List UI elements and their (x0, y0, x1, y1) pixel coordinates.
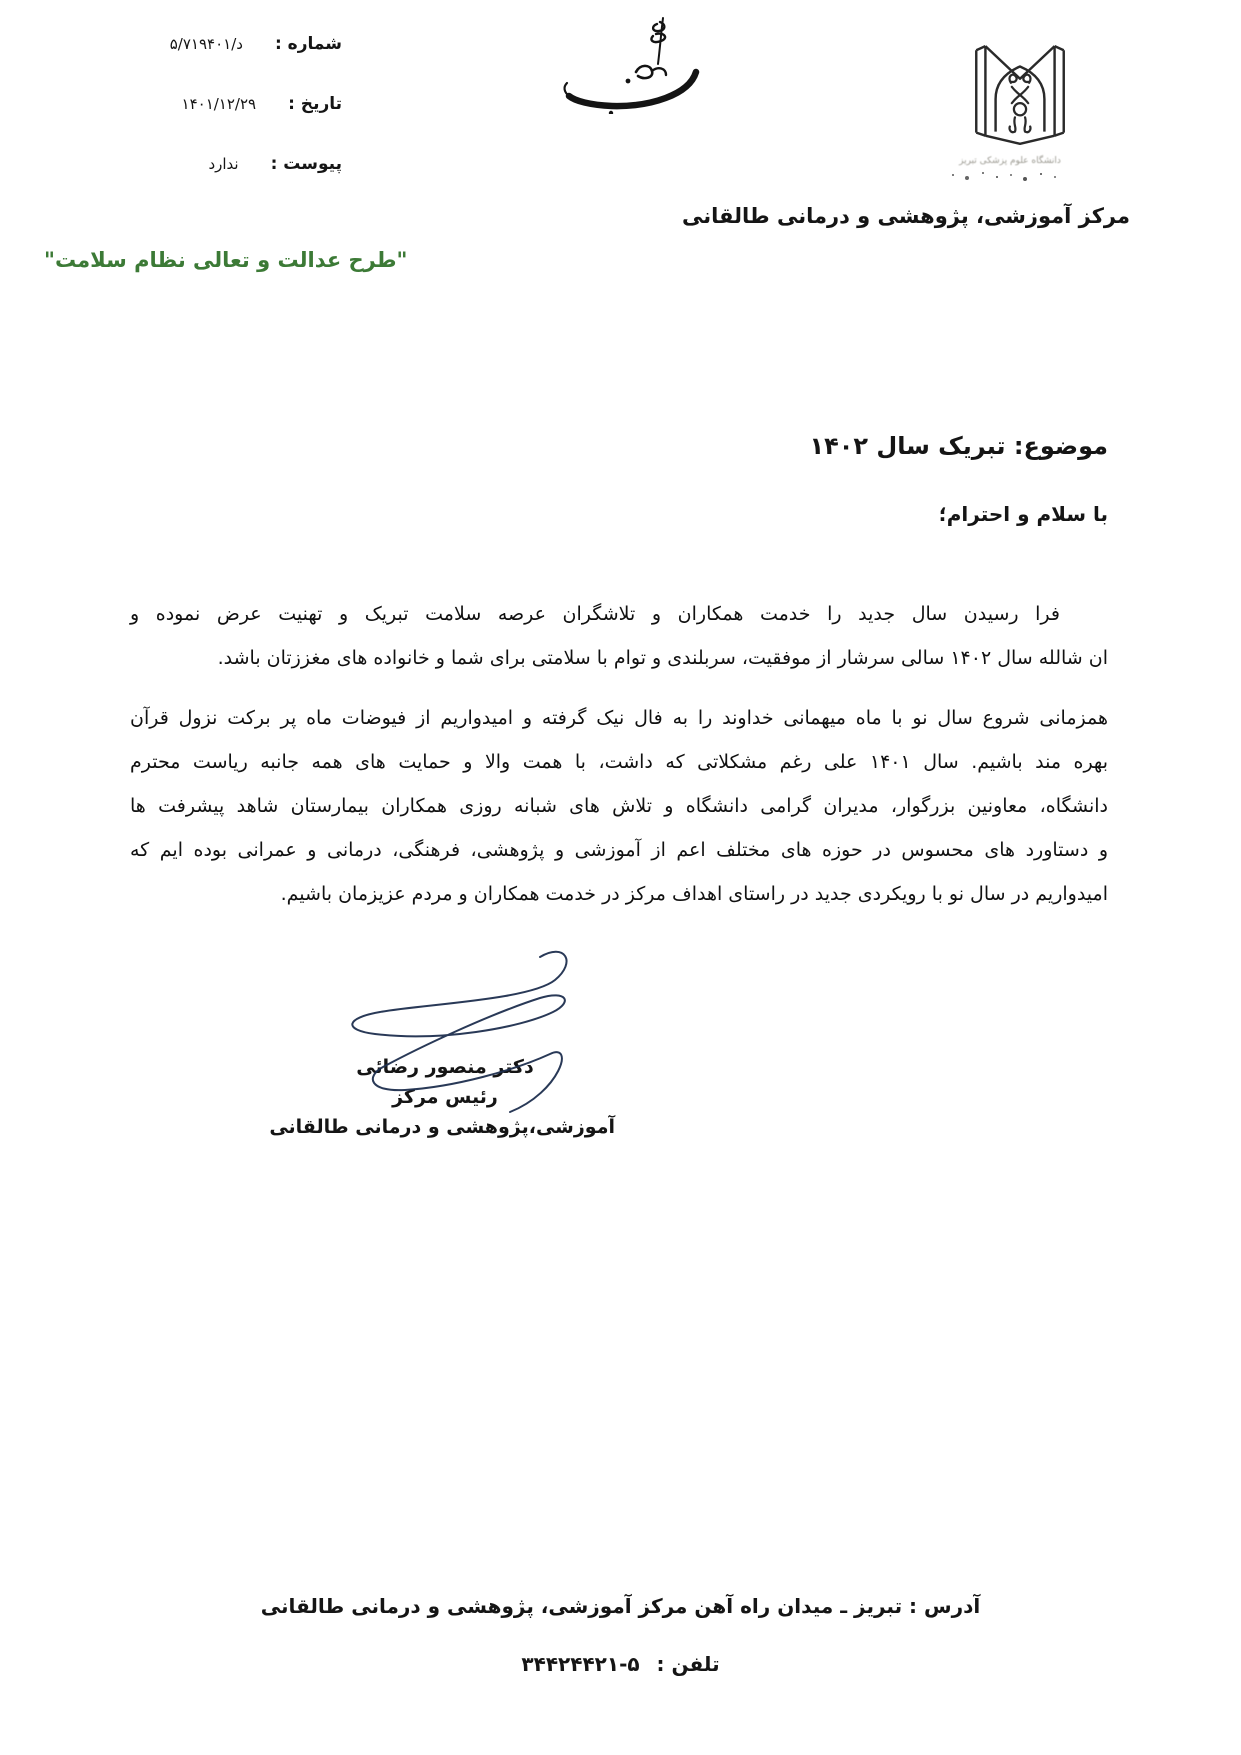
attachment-label: پیوست : (270, 154, 342, 174)
letterhead-meta (80, 34, 342, 214)
body-line: ان شالله سال ۱۴۰۲ سالی سرشار از موفقیت، سربلندی و توام با سلامتی برای شما و خانواده های مغززتان باشد. (217, 647, 1108, 669)
footer-address: آدرس : تبریز ـ میدان راه آهن مرکز آموزشی، پژوهشی و درمانی طالقانی (260, 1594, 981, 1618)
subject-line: موضوع: تبریک سال ۱۴۰۲ (809, 432, 1108, 460)
body-line: امیدواریم در سال نو با رویکردی جدید در راستای اهداف مرکز در خدمت همکاران و مردم عزیزمان باشیم. (280, 883, 1108, 905)
number-label: شماره : (274, 34, 342, 54)
organization-title: مرکز آموزشی، پژوهشی و درمانی طالقانی (681, 204, 1130, 228)
phone-label: تلفن : (656, 1652, 720, 1676)
footer-phone (0, 1652, 1241, 1676)
body-line: و دستاورد های محسوس در حوزه های مختلف اعم از آموزشی و پژوهشی، فرهنگی، درمانی و عمرانی بوده ایم که (130, 839, 1108, 861)
paragraph-1 (130, 592, 1108, 680)
signature-block (269, 1052, 615, 1142)
signer-name: دکتر منصور رضائی (356, 1056, 534, 1078)
logo-caption: دانشگاه علوم پزشکی تبریز (959, 156, 1061, 166)
scan-speckles (952, 174, 954, 176)
date-label: تاریخ : (288, 94, 342, 114)
salutation-line: با سلام و احترام؛ (938, 502, 1108, 526)
body-line: فرا رسیدن سال جدید را خدمت همکاران و تلاشگران عرصه سلامت تبریک و تهنیت عرض نموده و (130, 603, 1060, 625)
date-value: ۱۴۰۱/۱۲/۲۹ (181, 95, 257, 113)
number-value: ۵/د/۷۱۹۴۰۱ (169, 35, 243, 53)
body-line: بهره مند باشیم. سال ۱۴۰۱ علی رغم مشکلاتی که داشت، با همت والا و حمایت های همه جانبه ریاست محترم (130, 751, 1108, 773)
phone-value: ۳۴۴۲۴۴۲۱-۵ (521, 1652, 640, 1676)
health-plan-slogan: "طرح عدالت و تعالی نظام سلامت" (44, 248, 408, 272)
bismillah-calligraphy-icon (548, 14, 728, 114)
university-logo-icon (963, 36, 1077, 154)
letter-body (130, 592, 1108, 916)
meta-row-number (80, 34, 342, 54)
signer-title: رئیس مرکز (392, 1086, 498, 1108)
signer-organization: آموزشی،پژوهشی و درمانی طالقانی (269, 1116, 615, 1138)
meta-row-date (80, 94, 342, 114)
body-line: دانشگاه، معاونین بزرگوار، مدیران گرامی دانشگاه و تلاش های شبانه روزی همکاران بیمارستان شاهد پیشرفت ها (130, 795, 1108, 817)
paragraph-2 (130, 696, 1108, 916)
attachment-value: ندارد (208, 155, 239, 173)
meta-row-attachment (80, 154, 342, 174)
body-line: همزمانی شروع سال نو با ماه میهمانی خداوند را به فال نیک گرفته و امیدواریم از فیوضات ماه پر برکت نزول قرآن (130, 707, 1108, 729)
